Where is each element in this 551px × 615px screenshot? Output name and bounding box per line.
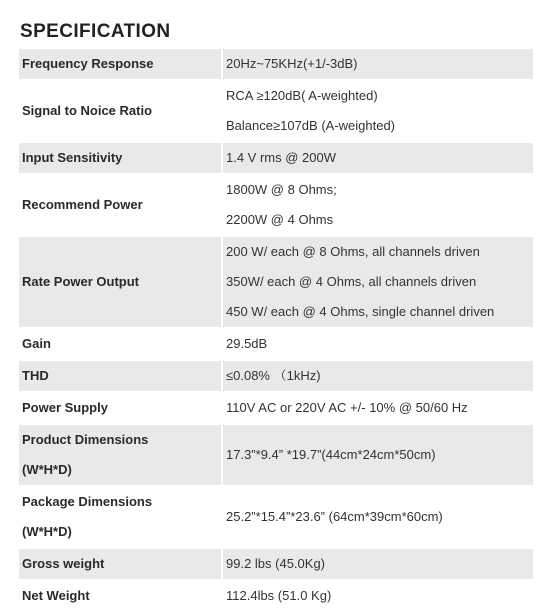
spec-label: [19, 487, 221, 549]
spec-value-line: 25.2”*15.4”*23.6” (64cm*39cm*60cm): [226, 509, 443, 524]
spec-value-line: 112.4lbs (51.0 Kg): [226, 588, 332, 603]
spec-label-text: Package Dimensions: [22, 494, 153, 509]
spec-label-text: Gain: [22, 336, 51, 351]
spec-label-text: THD: [22, 368, 49, 383]
spec-row: [19, 49, 533, 81]
spec-label-text: Product Dimensions: [22, 432, 149, 447]
spec-value: [221, 49, 533, 81]
spec-label: [19, 237, 221, 329]
spec-value-line: 29.5dB: [226, 336, 268, 351]
spec-label: [19, 81, 221, 143]
spec-label-text: Signal to Noice Ratio: [22, 103, 153, 118]
spec-label: [19, 549, 221, 581]
spec-row: [19, 81, 533, 143]
spec-value-line: ≤0.08% （1kHz): [226, 368, 321, 383]
spec-label-subtext: (W*H*D): [22, 524, 72, 539]
spec-value: [221, 361, 533, 393]
page-title: SPECIFICATION: [20, 21, 171, 42]
spec-row: [19, 549, 533, 581]
spec-row: [19, 175, 533, 237]
spec-label: [19, 425, 221, 487]
spec-value: [221, 237, 533, 329]
spec-value: [221, 549, 533, 581]
spec-value-line: 1800W @ 8 Ohms;: [226, 182, 337, 197]
spec-row: [19, 425, 533, 487]
spec-value: [221, 393, 533, 425]
spec-label-text: Input Sensitivity: [22, 150, 123, 165]
spec-row: [19, 361, 533, 393]
spec-value: [221, 143, 533, 175]
spec-label-text: Frequency Response: [22, 56, 154, 71]
spec-table: [19, 49, 533, 613]
spec-value: [221, 329, 533, 361]
spec-value-line: 1.4 V rms @ 200W: [226, 150, 337, 165]
spec-value-line: 2200W @ 4 Ohms: [226, 212, 334, 227]
spec-value: [221, 425, 533, 487]
spec-value-line: 200 W/ each @ 8 Ohms, all channels driven: [226, 244, 480, 259]
spec-row: [19, 237, 533, 329]
spec-label-text: Recommend Power: [22, 197, 143, 212]
spec-value-line: Balance≥107dB (A-weighted): [226, 118, 396, 133]
spec-value: [221, 581, 533, 613]
spec-label: [19, 329, 221, 361]
spec-label: [19, 175, 221, 237]
spec-value: [221, 175, 533, 237]
spec-label: [19, 361, 221, 393]
spec-label-text: Gross weight: [22, 556, 105, 571]
spec-label-text: Rate Power Output: [22, 274, 140, 289]
spec-value-line: 20Hz~75KHz(+1/-3dB): [226, 56, 358, 71]
spec-value-line: 99.2 lbs (45.0Kg): [226, 556, 326, 571]
spec-row: [19, 487, 533, 549]
spec-value-line: 17.3”*9.4” *19.7”(44cm*24cm*50cm): [226, 447, 436, 462]
spec-value-line: 110V AC or 220V AC +/- 10% @ 50/60 Hz: [226, 400, 468, 415]
spec-label: [19, 393, 221, 425]
spec-value: [221, 487, 533, 549]
spec-row: [19, 393, 533, 425]
spec-value-line: 450 W/ each @ 4 Ohms, single channel driven: [226, 304, 495, 319]
spec-label-text: Net Weight: [22, 588, 90, 603]
spec-value: [221, 81, 533, 143]
spec-label: [19, 581, 221, 613]
spec-row: [19, 143, 533, 175]
spec-row: [19, 581, 533, 613]
spec-value-line: 350W/ each @ 4 Ohms, all channels driven: [226, 274, 477, 289]
spec-label-subtext: (W*H*D): [22, 462, 72, 477]
spec-label: [19, 49, 221, 81]
spec-label-text: Power Supply: [22, 400, 108, 415]
spec-label: [19, 143, 221, 175]
spec-row: [19, 329, 533, 361]
spec-value-line: RCA ≥120dB( A-weighted): [226, 88, 378, 103]
